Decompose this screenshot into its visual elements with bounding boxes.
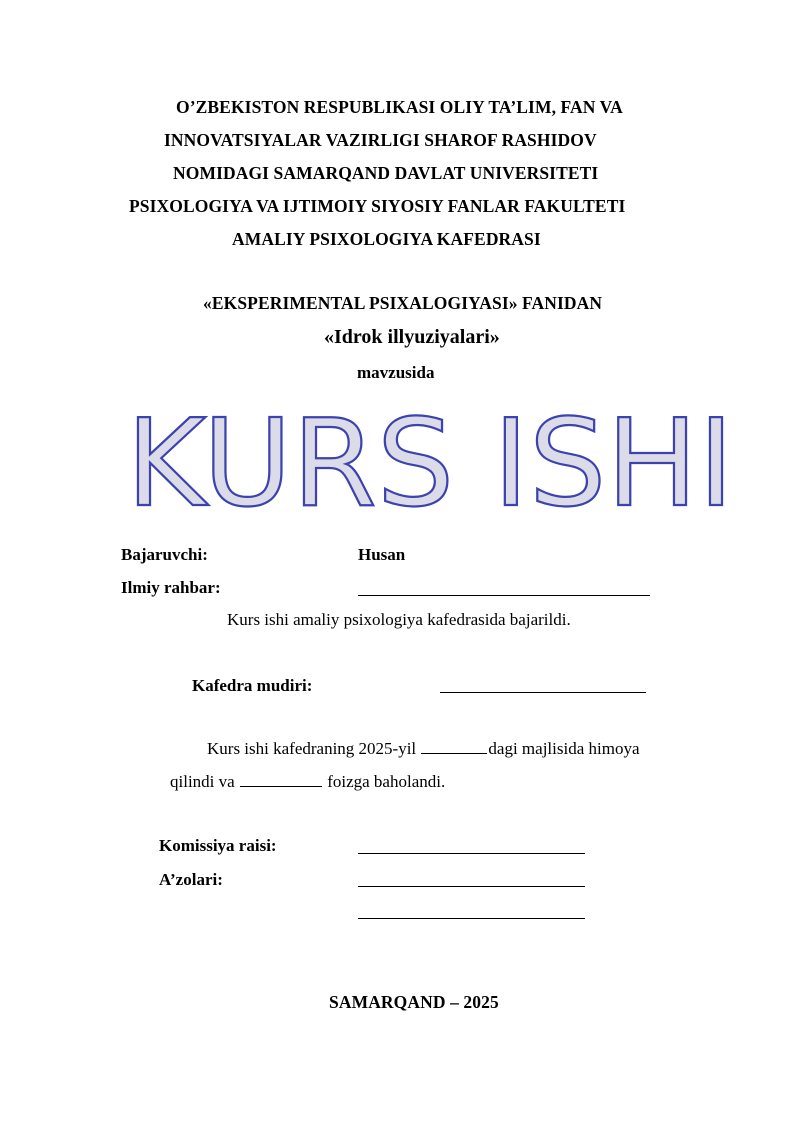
topic-mavzu: mavzusida: [357, 363, 435, 382]
grade-blank-line: [240, 772, 322, 787]
defense-text-2: dagi majlisida himoya: [488, 739, 640, 758]
topic-title: «Idrok illyuziyalari»: [324, 326, 500, 348]
mudir-signature-line: [440, 692, 646, 693]
bajaruvchi-value: Husan: [358, 545, 406, 564]
bajaruvchi-label: Bajaruvchi:: [121, 545, 208, 564]
raisi-signature-line: [358, 853, 585, 854]
kafedra-note: Kurs ishi amaliy psixologiya kafedrasida bajarildi.: [227, 610, 571, 629]
header-line-5: AMALIY PSIXOLOGIYA KAFEDRASI: [232, 229, 541, 249]
wordart-text: KURS ISHI: [126, 400, 734, 520]
footer-city-year: SAMARQAND – 2025: [329, 992, 499, 1012]
defense-text-3: qilindi va: [170, 772, 239, 791]
mudir-label: Kafedra mudiri:: [192, 676, 313, 695]
azolari-signature-line-2: [358, 918, 585, 919]
defense-text-4: foizga baholandi.: [322, 772, 446, 791]
defense-line-1: [207, 739, 640, 759]
raisi-label: Komissiya raisi:: [159, 836, 277, 855]
header-line-3: NOMIDAGI SAMARQAND DAVLAT UNIVERSITETI: [173, 163, 599, 183]
rahbar-signature-line: [358, 595, 650, 596]
azolari-signature-line-1: [358, 886, 585, 887]
defense-line-2: [170, 772, 445, 792]
subject-line: «EKSPERIMENTAL PSIXALOGIYASI» FANIDAN: [203, 293, 603, 313]
rahbar-label: Ilmiy rahbar:: [121, 578, 221, 597]
date-blank-line: [421, 739, 487, 754]
header-line-4: PSIXOLOGIYA VA IJTIMOIY SIYOSIY FANLAR FAKULTETI: [129, 196, 626, 216]
azolari-label: A’zolari:: [159, 870, 223, 889]
header-line-1: O’ZBEKISTON RESPUBLIKASI OLIY TA’LIM, FAN VA: [176, 97, 623, 117]
kurs-ishi-wordart: [120, 400, 740, 520]
defense-text-1: Kurs ishi kafedraning 2025-yil: [207, 739, 421, 758]
header-line-2: INNOVATSIYALAR VAZIRLIGI SHAROF RASHIDOV: [164, 130, 597, 150]
